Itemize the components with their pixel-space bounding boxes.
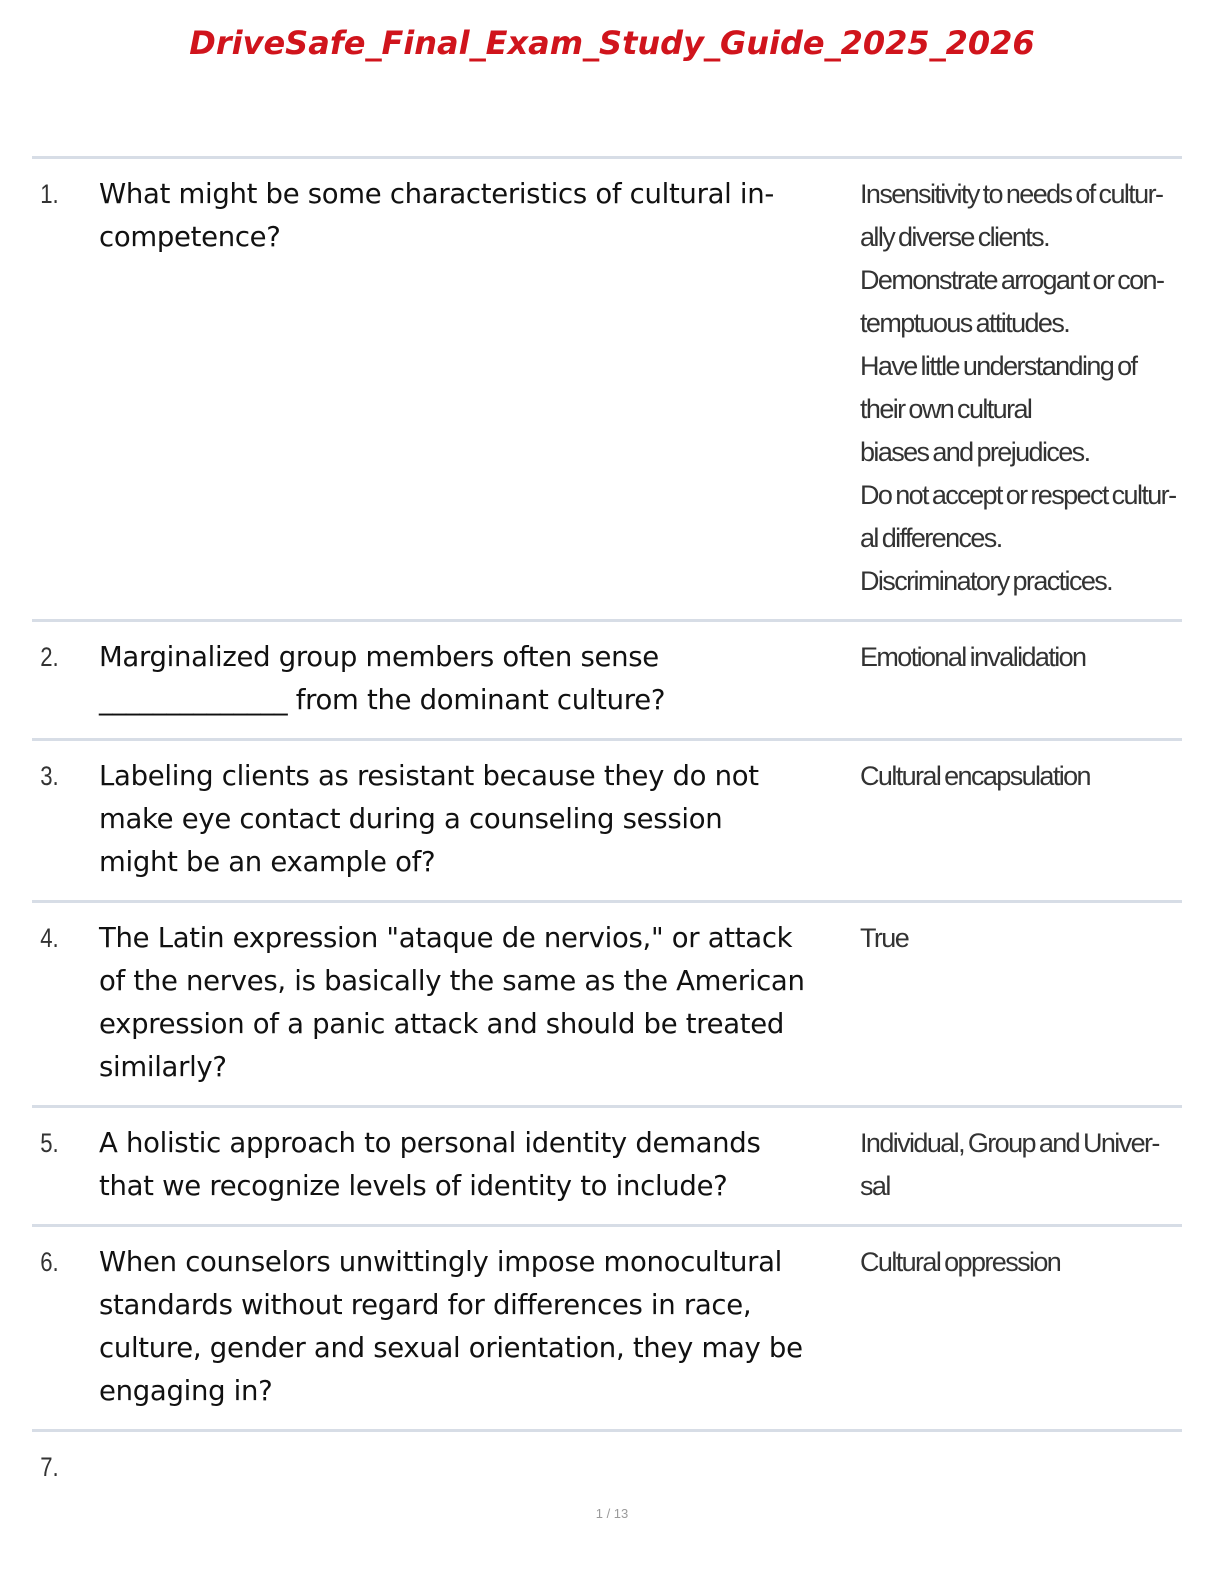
question-text: Marginalized group members often sense ______________ from the dominant culture? bbox=[99, 641, 666, 716]
question-number: 6. bbox=[40, 1247, 59, 1277]
qa-row bbox=[32, 159, 1182, 622]
question-answer-list bbox=[32, 156, 1182, 1505]
answer-text: Cultural oppression bbox=[860, 1247, 1061, 1277]
question-text: When counselors unwittingly impose monocultural standards without regard for differences in race, culture, gender and sexual orientation, they may be engaging in? bbox=[99, 1246, 803, 1407]
question-number: 2. bbox=[40, 642, 59, 672]
question-text: A holistic approach to personal identity demands that we recognize levels of identity to include? bbox=[99, 1127, 761, 1202]
qa-row bbox=[32, 1108, 1182, 1227]
qa-row bbox=[32, 1227, 1182, 1432]
question-number: 5. bbox=[40, 1128, 59, 1158]
answer-text bbox=[860, 1446, 1182, 1489]
answer-text: Emotional invalidation bbox=[860, 642, 1086, 672]
qa-row bbox=[32, 741, 1182, 903]
question-text bbox=[99, 1446, 860, 1489]
page-number: 1 / 13 bbox=[595, 1506, 629, 1521]
qa-row bbox=[32, 903, 1182, 1108]
question-number: 4. bbox=[40, 923, 59, 953]
answer-text: Insensitivity to needs of cultur- ally diverse clients. Demonstrate arrogant or con- temptuous attitudes. Have little understanding of their own cultural biases and prejudices. Do not accept or respect cultur- al differences. Discriminatory practices. bbox=[860, 179, 1176, 596]
qa-row bbox=[32, 1432, 1182, 1505]
question-text: What might be some characteristics of cultural in- competence? bbox=[99, 178, 774, 253]
question-text: The Latin expression "ataque de nervios," or attack of the nerves, is basically the same as the American expression of a panic attack and should be treated similarly? bbox=[99, 922, 805, 1083]
answer-text: Cultural encapsulation bbox=[860, 761, 1090, 791]
answer-text: True bbox=[860, 923, 909, 953]
question-number: 7. bbox=[40, 1452, 59, 1482]
answer-text: Individual, Group and Univer- sal bbox=[860, 1128, 1159, 1201]
question-text: Labeling clients as resistant because they do not make eye contact during a counseling session might be an example of? bbox=[99, 760, 759, 878]
document-title: DriveSafe_Final_Exam_Study_Guide_2025_2026 bbox=[189, 24, 1035, 62]
question-number: 1. bbox=[40, 179, 59, 209]
question-number: 3. bbox=[40, 761, 59, 791]
qa-row bbox=[32, 622, 1182, 741]
